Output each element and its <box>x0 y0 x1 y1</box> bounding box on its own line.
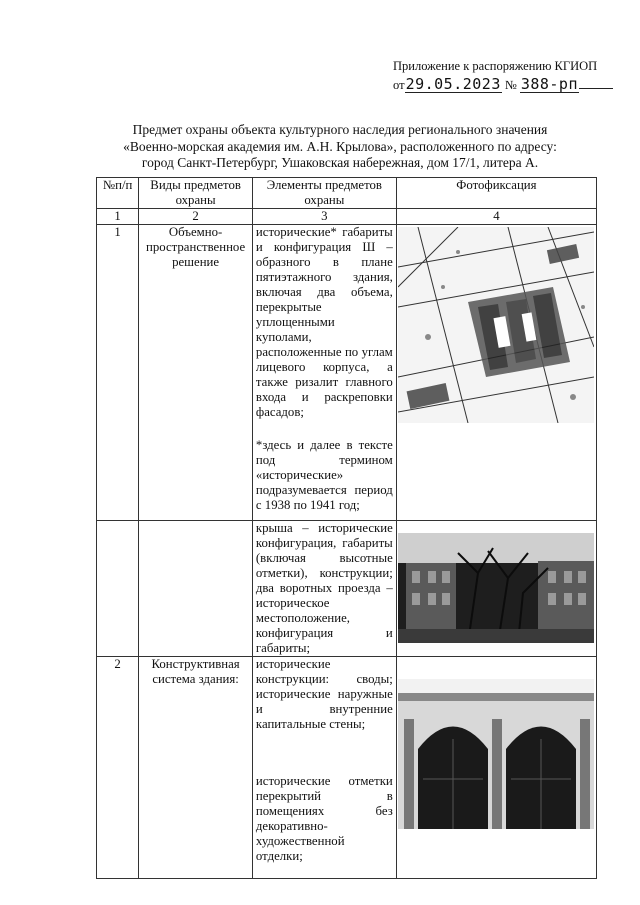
annex-number-sign: № <box>504 78 517 92</box>
photo-cell <box>396 521 596 657</box>
element-text: крыша – исторические конфигурация, габариты (включая высотные отметки), конструкции; два воротных проезда – историческое местоположение, конфигурация и габариты; <box>255 521 393 655</box>
title-line-2: «Военно-морская академия им. А.Н. Крылова», расположенного по адресу: <box>123 138 557 154</box>
column-number-row <box>97 209 597 225</box>
photo-cell <box>396 657 596 879</box>
title-line-3: город Санкт-Петербург, Ушаковская набережная, дом 17/1, литера А. <box>141 155 539 170</box>
header-elements: Элементы предметов охраны <box>252 178 396 209</box>
document-title <box>100 122 580 172</box>
table-row <box>97 521 597 657</box>
table-row <box>97 225 597 521</box>
table-header-row <box>97 178 597 209</box>
annex-header <box>393 58 613 93</box>
protection-table <box>96 177 597 879</box>
header-number: №п/п <box>97 178 139 209</box>
column-number: 3 <box>252 209 396 225</box>
protection-type: Объемно-пространственное решение <box>139 225 253 521</box>
annex-from-label: от <box>393 78 405 92</box>
facade-photo <box>398 533 594 643</box>
row-number: 1 <box>97 225 139 521</box>
row-number <box>97 521 139 657</box>
element-note: *здесь и далее в тексте под термином «исторические» подразумевается период с 1938 по 1941 год; <box>255 438 393 512</box>
photo-cell <box>396 225 596 521</box>
map-photo <box>398 227 594 423</box>
element-text: исторические* габариты и конфигурация Ш – образного в плане пятиэтажного здания, включая два объема, перекрытые уплощенными куполами, расположенные по углам лицевого корпуса, а также ризалит главного входа и раскреповки фасадов; <box>255 225 393 419</box>
protection-type: Конструктивная система здания: <box>139 657 253 879</box>
column-number: 1 <box>97 209 139 225</box>
annex-date-line <box>393 74 613 93</box>
header-photo: Фотофиксация <box>396 178 596 209</box>
annex-title: Приложение к распоряжению КГИОП <box>393 59 598 73</box>
protection-type <box>139 521 253 657</box>
arches-photo <box>398 679 594 829</box>
annex-date: 29.05.2023 <box>405 75 501 93</box>
title-line-1: Предмет охраны объекта культурного наследия регионального значения <box>132 122 548 137</box>
protection-elements <box>252 657 396 879</box>
element-text: исторические конструкции: своды; исторические наружные и внутренние капитальные стены; <box>255 657 393 731</box>
table-row <box>97 657 597 879</box>
element-text: исторические отметки перекрытий в помещениях без декоративно-художественной отделки; <box>255 774 393 863</box>
column-number: 4 <box>396 209 596 225</box>
protection-elements <box>252 225 396 521</box>
header-types: Виды предметов охраны <box>139 178 253 209</box>
protection-elements <box>252 521 396 657</box>
annex-underline <box>579 74 613 89</box>
annex-number: 388-рп <box>520 75 578 93</box>
column-number: 2 <box>139 209 253 225</box>
row-number: 2 <box>97 657 139 879</box>
